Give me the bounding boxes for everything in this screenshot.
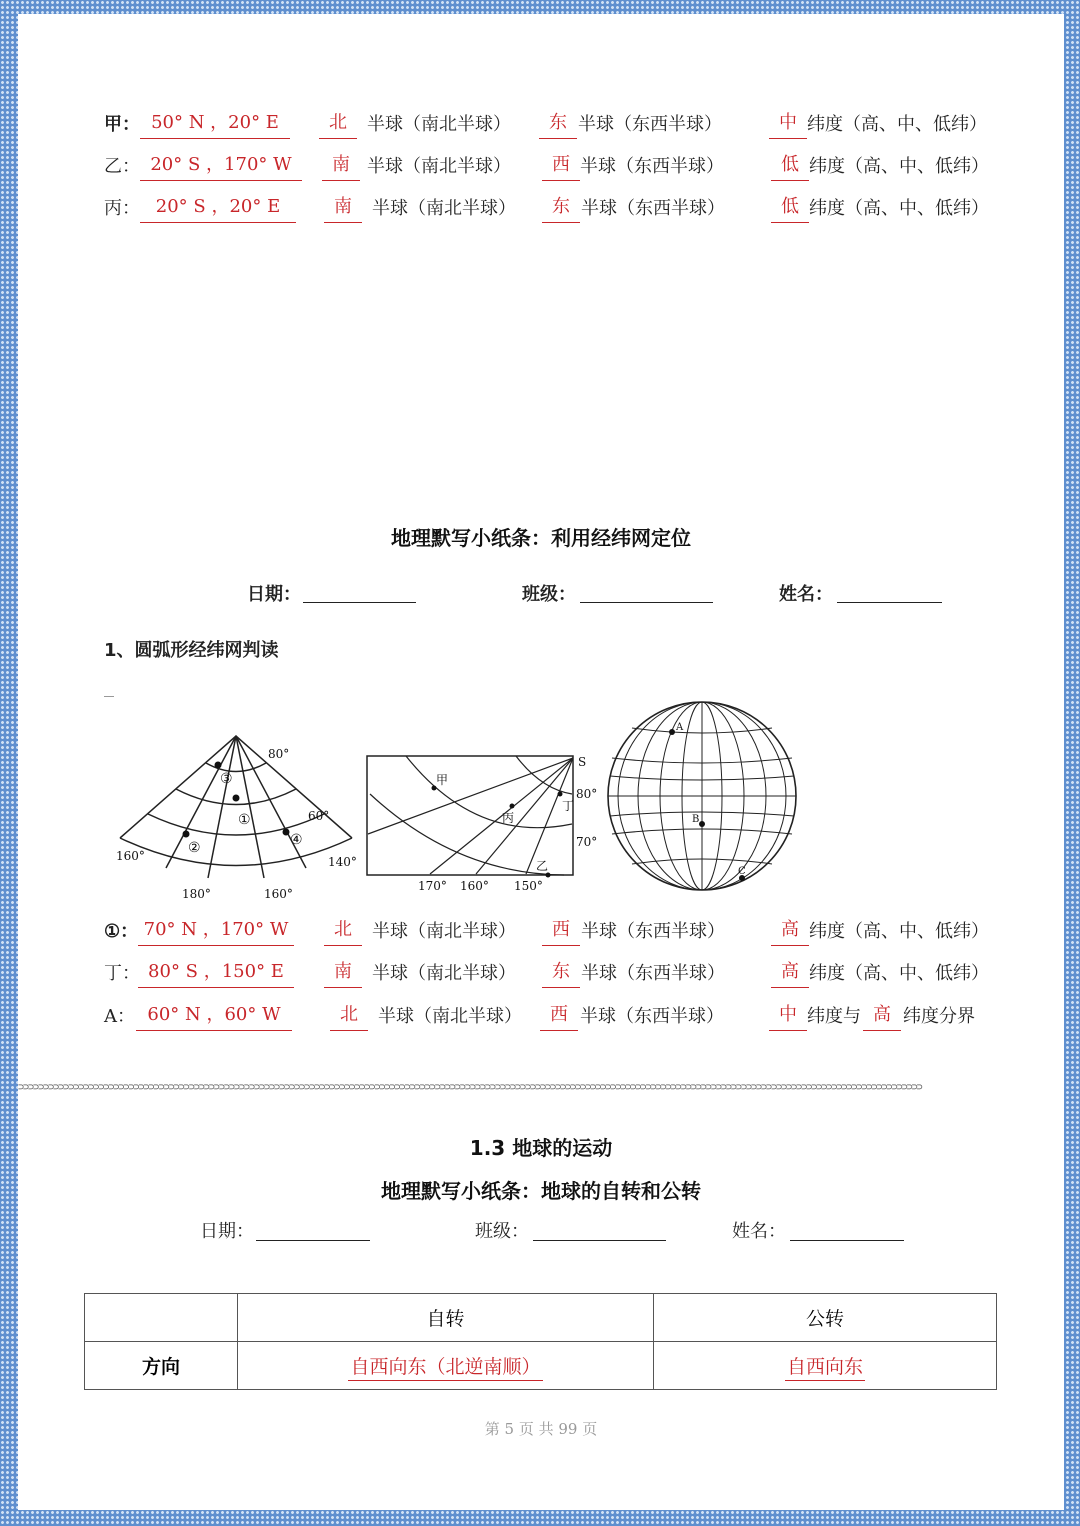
- point-a-label: A: [676, 722, 684, 733]
- label-ding: 丁: [562, 799, 575, 813]
- label-jia: 甲: [436, 773, 449, 787]
- label-yi: 乙: [536, 859, 549, 873]
- class-label: 班级：: [522, 584, 576, 605]
- class-blank[interactable]: [580, 582, 713, 603]
- ew-hemisphere-answer: 西: [540, 1002, 578, 1031]
- latitude-answer: 中: [769, 110, 807, 139]
- subsection-heading: 1、圆弧形经纬网判读: [104, 640, 279, 661]
- ew-hemisphere-answer: 东: [542, 959, 580, 988]
- row-label: 甲：: [104, 114, 140, 135]
- section-title: 地理默写小纸条：利用经纬网定位: [391, 526, 691, 550]
- row-label-direction: 方向: [85, 1342, 238, 1390]
- latitude-hint: 纬度与: [807, 1006, 861, 1027]
- latitude-answer-2: 高: [863, 1002, 901, 1031]
- name-blank[interactable]: [790, 1220, 904, 1241]
- ns-hemisphere-answer: 北: [324, 917, 362, 946]
- row-label: A：: [104, 1006, 135, 1027]
- coordinate-answer: 80° S ，150° E: [138, 959, 294, 988]
- coordinate-answer: 60° N ，60° W: [136, 1002, 292, 1031]
- ew-hemisphere-answer: 西: [542, 917, 580, 946]
- label-70: 70°: [576, 835, 598, 849]
- ew-hemisphere-answer: 西: [542, 152, 580, 181]
- label-bing: 丙: [502, 811, 515, 825]
- coordinate-answer: 20° S ，20° E: [140, 194, 296, 223]
- globe-figure: [602, 698, 802, 894]
- label-160-left: 160°: [116, 849, 145, 863]
- ns-hemisphere-answer: 南: [324, 194, 362, 223]
- polar-rectangle-figure: [366, 754, 602, 896]
- header-rotation: 自转: [238, 1294, 654, 1342]
- section-divider: ⊃⊃⊃⊃⊃⊃⊃⊃⊃⊃⊃⊃⊃⊃⊃⊃⊃⊃⊃⊃⊃⊃⊃⊃⊃⊃⊃⊃⊃⊃⊃⊃⊃⊃⊃⊃⊃⊃⊃⊃⊃⊃⊃⊃⊃⊃⊃⊃⊃⊃⊃⊃⊃⊃⊃⊃⊃⊃⊃⊃⊃⊃⊃⊃⊃⊃⊃⊃⊃⊃⊃⊃⊃⊃⊃⊃⊃⊃⊃⊃⊃⊃⊃⊃⊃⊃⊃⊃⊃⊃⊃⊃⊃⊃⊃⊃⊃⊃⊃⊃⊃⊃⊃⊃⊃⊃⊃⊃⊃⊃⊃⊃⊃⊃⊃⊃⊃⊃⊃⊃⊃⊃⊃⊃⊃⊃⊃⊃⊃⊃⊃⊃⊃⊃⊃⊃⊃⊃⊃⊃⊃⊃⊃⊃⊃⊃⊃⊃⊃⊃⊃⊃⊃⊃⊃⊃⊃⊃⊃⊃⊃⊃⊃⊃⊃⊃⊃⊃⊃⊃⊃⊃⊃⊃⊃⊃⊃⊃⊃⊃: [18, 1082, 922, 1093]
- label-160-bottom: 160°: [264, 887, 293, 901]
- name-label: 姓名：: [732, 1221, 786, 1242]
- ns-hint: 半球（南北半球）: [372, 921, 516, 942]
- coordinate-answer: 70° N ，170° W: [138, 917, 294, 946]
- latitude-hint: 纬度（高、中、低纬）: [809, 198, 989, 219]
- label-150: 150°: [514, 879, 543, 893]
- point-b-label: B: [692, 814, 700, 825]
- latitude-answer: 高: [771, 959, 809, 988]
- ns-hemisphere-answer: 北: [319, 110, 357, 139]
- point-c-label: C: [738, 866, 746, 877]
- ew-hemisphere-answer: 东: [542, 194, 580, 223]
- label-160: 160°: [460, 879, 489, 893]
- section-title: 地理默写小纸条：地球的自转和公转: [381, 1179, 701, 1203]
- ns-hemisphere-answer: 南: [324, 959, 362, 988]
- table-corner-cell: [85, 1294, 238, 1342]
- page-footer: 第 5 页 共 99 页: [484, 1420, 598, 1438]
- ew-hint: 半球（东西半球）: [578, 114, 722, 135]
- chapter-title: 1.3 地球的运动: [469, 1136, 613, 1160]
- label-60: 60°: [308, 809, 330, 823]
- latitude-hint: 纬度（高、中、低纬）: [809, 921, 989, 942]
- label-170: 170°: [418, 879, 447, 893]
- ns-hint: 半球（南北半球）: [367, 114, 511, 135]
- coordinate-answer: 20° S ，170° W: [140, 152, 302, 181]
- header-revolution: 公转: [654, 1294, 997, 1342]
- latitude-answer: 低: [771, 152, 809, 181]
- date-blank[interactable]: [256, 1220, 370, 1241]
- latitude-answer: 高: [771, 917, 809, 946]
- ns-hint: 半球（南北半球）: [378, 1006, 522, 1027]
- point-1: ①: [238, 812, 251, 828]
- stray-mark: [104, 696, 114, 697]
- latitude-hint: 纬度（高、中、低纬）: [809, 963, 989, 984]
- label-140: 140°: [328, 855, 357, 869]
- earth-motion-table: [84, 1293, 997, 1390]
- point-3: ③: [220, 771, 233, 787]
- date-label: 日期：: [247, 584, 301, 605]
- latitude-hint: 纬度（高、中、低纬）: [809, 156, 989, 177]
- row-label: 乙：: [104, 156, 140, 177]
- latitude-hint: 纬度（高、中、低纬）: [807, 114, 987, 135]
- ew-hint: 半球（东西半球）: [581, 198, 725, 219]
- date-label: 日期：: [200, 1221, 254, 1242]
- rotation-direction-answer: 自西向东（北逆南顺）: [348, 1356, 542, 1381]
- ew-hint: 半球（东西半球）: [581, 921, 725, 942]
- point-4: ④: [290, 832, 303, 848]
- coordinate-answer: 50° N ，20° E: [140, 110, 290, 139]
- fan-graticule-figure: [114, 728, 364, 908]
- ew-hemisphere-answer: 东: [539, 110, 577, 139]
- rotation-direction-cell: [238, 1342, 654, 1390]
- revolution-direction-answer: 自西向东: [785, 1356, 865, 1381]
- row-label: 丙：: [104, 198, 140, 219]
- ew-hint: 半球（东西半球）: [581, 963, 725, 984]
- ns-hint: 半球（南北半球）: [367, 156, 511, 177]
- revolution-direction-cell: [654, 1342, 997, 1390]
- label-180: 180°: [182, 887, 211, 901]
- row-label: 丁：: [104, 963, 140, 984]
- latitude-answer: 中: [769, 1002, 807, 1031]
- ew-hint: 半球（东西半球）: [580, 1006, 724, 1027]
- latitude-answer: 低: [771, 194, 809, 223]
- class-label: 班级：: [475, 1221, 529, 1242]
- name-label: 姓名：: [779, 584, 833, 605]
- date-blank[interactable]: [303, 582, 416, 603]
- class-blank[interactable]: [533, 1220, 666, 1241]
- point-2: ②: [188, 840, 201, 856]
- latitude-boundary-hint: 纬度分界: [903, 1006, 975, 1027]
- worksheet-page: [18, 14, 1064, 1510]
- ns-hint: 半球（南北半球）: [372, 963, 516, 984]
- name-blank[interactable]: [837, 582, 942, 603]
- row-label: ①：: [104, 921, 139, 942]
- ns-hint: 半球（南北半球）: [372, 198, 516, 219]
- ew-hint: 半球（东西半球）: [580, 156, 724, 177]
- label-s: S: [578, 755, 587, 769]
- ns-hemisphere-answer: 南: [322, 152, 360, 181]
- label-80: 80°: [268, 747, 290, 761]
- label-80: 80°: [576, 787, 598, 801]
- ns-hemisphere-answer: 北: [330, 1002, 368, 1031]
